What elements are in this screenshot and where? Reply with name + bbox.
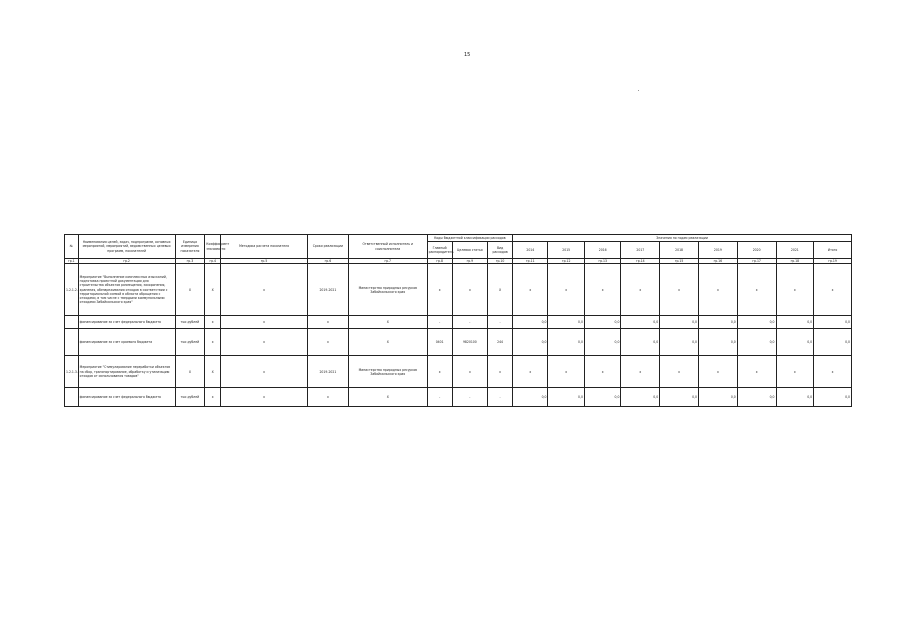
row-budget-code: 0401 [427, 329, 452, 356]
row-value: 0,0 [621, 388, 660, 407]
header-unit: Единица измерения показателя [175, 235, 205, 259]
row-value: 0,0 [548, 329, 584, 356]
header-year: 2016 [584, 242, 620, 259]
row-value: 0,0 [584, 316, 620, 329]
header-year: 2021 [776, 242, 814, 259]
program-table [64, 234, 852, 407]
header-budget-group: Коды бюджетной классификации расходов [427, 235, 513, 242]
column-number: гр.3 [175, 259, 205, 264]
row-unit: тыс.рублей [175, 329, 205, 356]
column-number: гр.5 [221, 259, 308, 264]
header-budget-col: Вид расходов [488, 242, 513, 259]
row-period: x [307, 316, 348, 329]
column-number: гр.11 [513, 259, 548, 264]
row-budget-code: x [452, 356, 487, 388]
row-executor: X [348, 388, 427, 407]
row-period: x [307, 329, 348, 356]
row-total: x [814, 264, 852, 316]
row-budget-code: - [427, 316, 452, 329]
row-value: x [698, 264, 737, 316]
row-value: 0,0 [513, 329, 548, 356]
row-period: x [307, 388, 348, 407]
row-value: 0,0 [548, 388, 584, 407]
column-number: гр.2 [78, 259, 175, 264]
row-value: 0,0 [737, 316, 776, 329]
header-budget-col: Целевая статья [452, 242, 487, 259]
column-number: гр.1 [65, 259, 79, 264]
row-method: x [221, 264, 308, 316]
table-row [65, 388, 852, 407]
row-method: x [221, 316, 308, 329]
column-number: гр.8 [427, 259, 452, 264]
row-number: 1.2.1.2. [65, 264, 79, 316]
header-coef: Коэффициент значимости [205, 235, 221, 259]
row-total: 0,0 [814, 316, 852, 329]
row-name: Мероприятие "Выполнение комплексных изысканий, подготовка проектной документации для строительства объектов размещения, захоронения, хранения, обезвреживания отходов в соответствии с территориальной схемой в области обращения с отходами, в том числе с твердыми коммунальными отходами Забайкальского края" [78, 264, 175, 316]
scan-speck [638, 90, 639, 91]
row-executor: Министерство природных ресурсов Забайкальского края [348, 356, 427, 388]
header-year: 2020 [737, 242, 776, 259]
table-row [65, 264, 852, 316]
row-budget-code: - [452, 316, 487, 329]
row-value: 0,0 [776, 329, 814, 356]
row-period: 2019-2021 [307, 264, 348, 316]
row-value: 0,0 [621, 329, 660, 356]
column-number: гр.14 [621, 259, 660, 264]
row-name: финансирование за счет федерального бюджета [78, 316, 175, 329]
row-name: финансирование за счет краевого бюджета [78, 329, 175, 356]
column-number: гр.7 [348, 259, 427, 264]
row-value: x [621, 264, 660, 316]
header-executor: Ответственный исполнитель и соисполнители [348, 235, 427, 259]
row-value: x [621, 356, 660, 388]
row-budget-code: x [452, 264, 487, 316]
row-value: x [698, 356, 737, 388]
row-executor: X [348, 329, 427, 356]
row-value: 0,0 [584, 388, 620, 407]
row-period: 2019-2021 [307, 356, 348, 388]
row-value: 0,0 [548, 316, 584, 329]
column-number: гр.12 [548, 259, 584, 264]
row-budget-code: - [452, 388, 487, 407]
row-budget-code: - [488, 316, 513, 329]
row-value: 0,0 [584, 329, 620, 356]
row-budget-code: - [488, 388, 513, 407]
row-executor: Министерство природных ресурсов Забайкальского края [348, 264, 427, 316]
row-budget-code: - [427, 388, 452, 407]
column-number: гр.16 [698, 259, 737, 264]
header-year: 2018 [660, 242, 699, 259]
row-value: 0,0 [776, 388, 814, 407]
row-value: 0,0 [698, 329, 737, 356]
row-value: 0,0 [513, 316, 548, 329]
row-coef: x [205, 329, 221, 356]
row-unit: тыс.рублей [175, 316, 205, 329]
row-unit: тыс.рублей [175, 388, 205, 407]
row-budget-code: 9820100 [452, 329, 487, 356]
row-budget-code: 244 [488, 329, 513, 356]
row-total: x [814, 356, 852, 388]
column-number: гр.17 [737, 259, 776, 264]
row-value: x [548, 356, 584, 388]
header-period: Сроки реализации [307, 235, 348, 259]
row-number [65, 329, 79, 356]
row-name: финансирование за счет федерального бюджета [78, 388, 175, 407]
row-coef: X [205, 264, 221, 316]
row-value: 0,0 [737, 329, 776, 356]
table-row [65, 356, 852, 388]
row-number: 1.2.1.3. [65, 356, 79, 388]
row-unit: X [175, 264, 205, 316]
page-number: 15 [464, 52, 471, 58]
header-name: Наименования целей, задач, подпрограмм, основных мероприятий, мероприятий, ведомственных целевых программ, показателей [78, 235, 175, 259]
header-year: 2014 [513, 242, 548, 259]
row-value: x [584, 356, 620, 388]
row-method: x [221, 329, 308, 356]
row-value: 0,0 [660, 329, 699, 356]
row-number [65, 316, 79, 329]
header-year: 2015 [548, 242, 584, 259]
row-budget-code: x [488, 356, 513, 388]
row-coef: x [205, 388, 221, 407]
header-method: Методика расчета показателя [221, 235, 308, 259]
table-row [65, 329, 852, 356]
row-value: x [660, 264, 699, 316]
row-value: 0,0 [660, 388, 699, 407]
row-value: x [548, 264, 584, 316]
column-number: гр.9 [452, 259, 487, 264]
header-year: 2017 [621, 242, 660, 259]
row-value: x [660, 356, 699, 388]
header-year: 2019 [698, 242, 737, 259]
row-coef: x [205, 316, 221, 329]
row-method: x [221, 388, 308, 407]
row-value: x [737, 356, 776, 388]
row-value: 0,0 [513, 388, 548, 407]
row-total: 0,0 [814, 388, 852, 407]
row-value: 0,0 [660, 316, 699, 329]
row-unit: X [175, 356, 205, 388]
row-value: x [584, 264, 620, 316]
row-name: Мероприятие "Стимулирование переработки объектов на сбор, транспортирование, обработку и утилизацию отходов от использования товаров" [78, 356, 175, 388]
row-budget-code: X [488, 264, 513, 316]
header-total: Итого [814, 242, 852, 259]
row-value: x [737, 264, 776, 316]
row-total: 0,0 [814, 329, 852, 356]
row-value: x [776, 264, 814, 316]
row-value: 0,0 [776, 316, 814, 329]
row-budget-code: x [427, 356, 452, 388]
column-number: гр.15 [660, 259, 699, 264]
column-number: гр.6 [307, 259, 348, 264]
row-method: x [221, 356, 308, 388]
row-value: 0,0 [737, 388, 776, 407]
column-number: гр.19 [814, 259, 852, 264]
table-body [65, 264, 852, 407]
row-budget-code: x [427, 264, 452, 316]
column-number: гр.4 [205, 259, 221, 264]
row-number [65, 388, 79, 407]
header-values-group: Значения по годам реализации [513, 235, 852, 242]
row-executor: X [348, 316, 427, 329]
header-budget-col: Главный распорядитель [427, 242, 452, 259]
header-no: № [65, 235, 79, 259]
column-number: гр.18 [776, 259, 814, 264]
row-value: 0,0 [621, 316, 660, 329]
column-number: гр.13 [584, 259, 620, 264]
row-coef: X [205, 356, 221, 388]
table-row [65, 316, 852, 329]
row-value: 0,0 [698, 316, 737, 329]
column-number: гр.10 [488, 259, 513, 264]
row-value: x [513, 356, 548, 388]
row-value: x [776, 356, 814, 388]
row-value: x [513, 264, 548, 316]
row-value: 0,0 [698, 388, 737, 407]
table-header [65, 235, 852, 264]
